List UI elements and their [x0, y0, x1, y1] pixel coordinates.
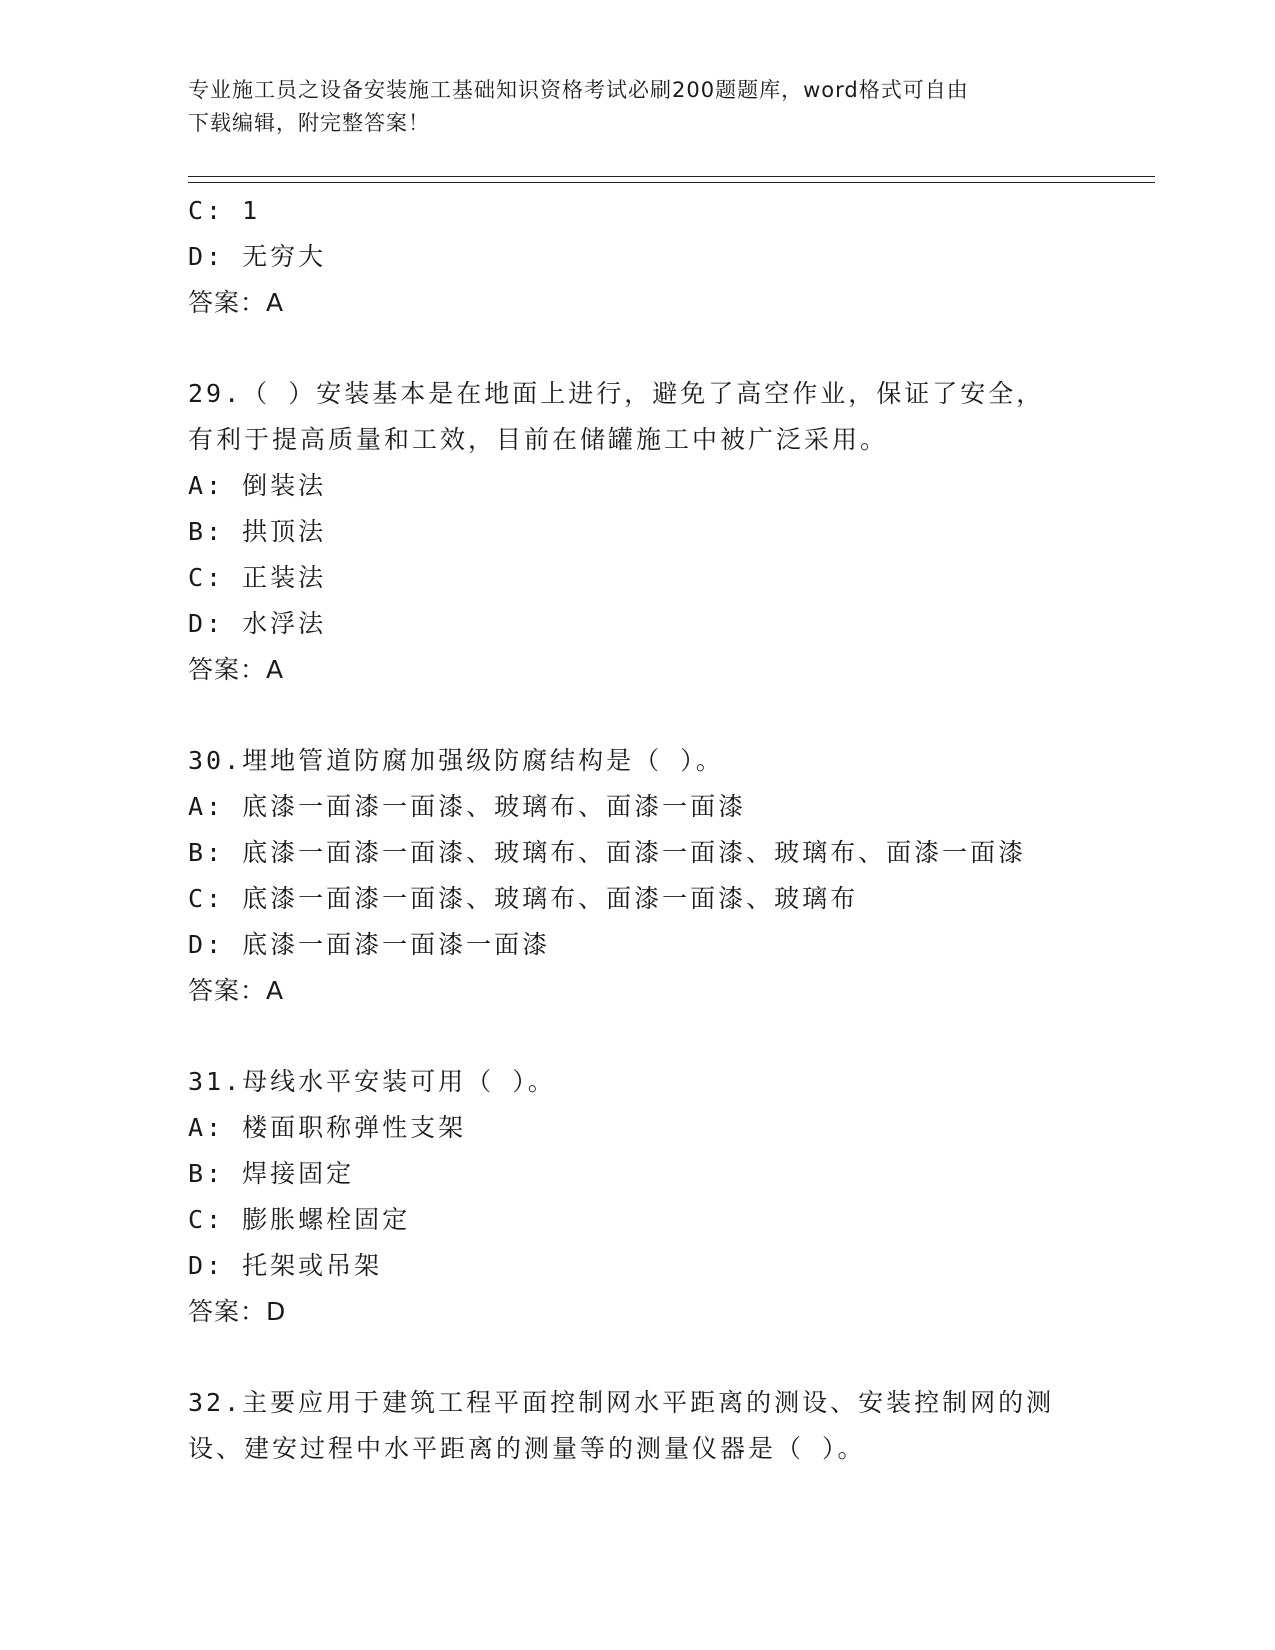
- header-line-2: 下载编辑，附完整答案！: [188, 111, 430, 135]
- spacer: [188, 693, 1155, 738]
- option-b: B: 底漆一面漆一面漆、玻璃布、面漆一面漆、玻璃布、面漆一面漆: [188, 838, 1027, 867]
- question-continuation: [188, 188, 1155, 326]
- option-c: C: 1: [188, 196, 261, 225]
- question-32: [188, 1380, 1155, 1472]
- option-d: D: 底漆一面漆一面漆一面漆: [188, 930, 551, 959]
- option-c: C: 膨胀螺栓固定: [188, 1205, 411, 1234]
- question-30: [188, 738, 1155, 1014]
- answer: 答案：D: [188, 1297, 287, 1326]
- option-a: A: 倒装法: [188, 471, 327, 500]
- spacer: [188, 1335, 1155, 1380]
- option-b: B: 焊接固定: [188, 1159, 355, 1188]
- option-d: D: 水浮法: [188, 609, 327, 638]
- header-divider-top: [188, 176, 1155, 177]
- option-c: C: 底漆一面漆一面漆、玻璃布、面漆一面漆、玻璃布: [188, 884, 859, 913]
- question-stem-line-1: 30.埋地管道防腐加强级防腐结构是（ ）。: [188, 746, 724, 775]
- option-d: D: 托架或吊架: [188, 1251, 383, 1280]
- answer: 答案：A: [188, 976, 285, 1005]
- answer: 答案：A: [188, 288, 285, 317]
- answer: 答案：A: [188, 655, 285, 684]
- spacer: [188, 1014, 1155, 1059]
- question-stem-line-2: 有利于提高质量和工效，目前在储罐施工中被广泛采用。: [188, 425, 889, 454]
- header-line-1: 专业施工员之设备安装施工基础知识资格考试必刷200题题库，word格式可自由: [188, 78, 969, 102]
- question-31: [188, 1059, 1155, 1335]
- question-stem-line-2: 设、建安过程中水平距离的测量等的测量仪器是（ ）。: [188, 1434, 866, 1463]
- option-a: A: 底漆一面漆一面漆、玻璃布、面漆一面漆: [188, 792, 747, 821]
- question-stem-line-1: 29.（ ）安装基本是在地面上进行，避免了高空作业，保证了安全，: [188, 379, 1045, 408]
- option-d: D: 无穷大: [188, 242, 327, 271]
- document-header: [188, 74, 1088, 140]
- header-divider-bottom: [188, 182, 1155, 183]
- question-stem-line-1: 31.母线水平安装可用（ ）。: [188, 1067, 556, 1096]
- question-list: [188, 188, 1155, 1472]
- option-c: C: 正装法: [188, 563, 327, 592]
- spacer: [188, 326, 1155, 371]
- question-29: [188, 371, 1155, 693]
- question-stem-line-1: 32.主要应用于建筑工程平面控制网水平距离的测设、安装控制网的测: [188, 1388, 1055, 1417]
- option-a: A: 楼面职称弹性支架: [188, 1113, 467, 1142]
- option-b: B: 拱顶法: [188, 517, 327, 546]
